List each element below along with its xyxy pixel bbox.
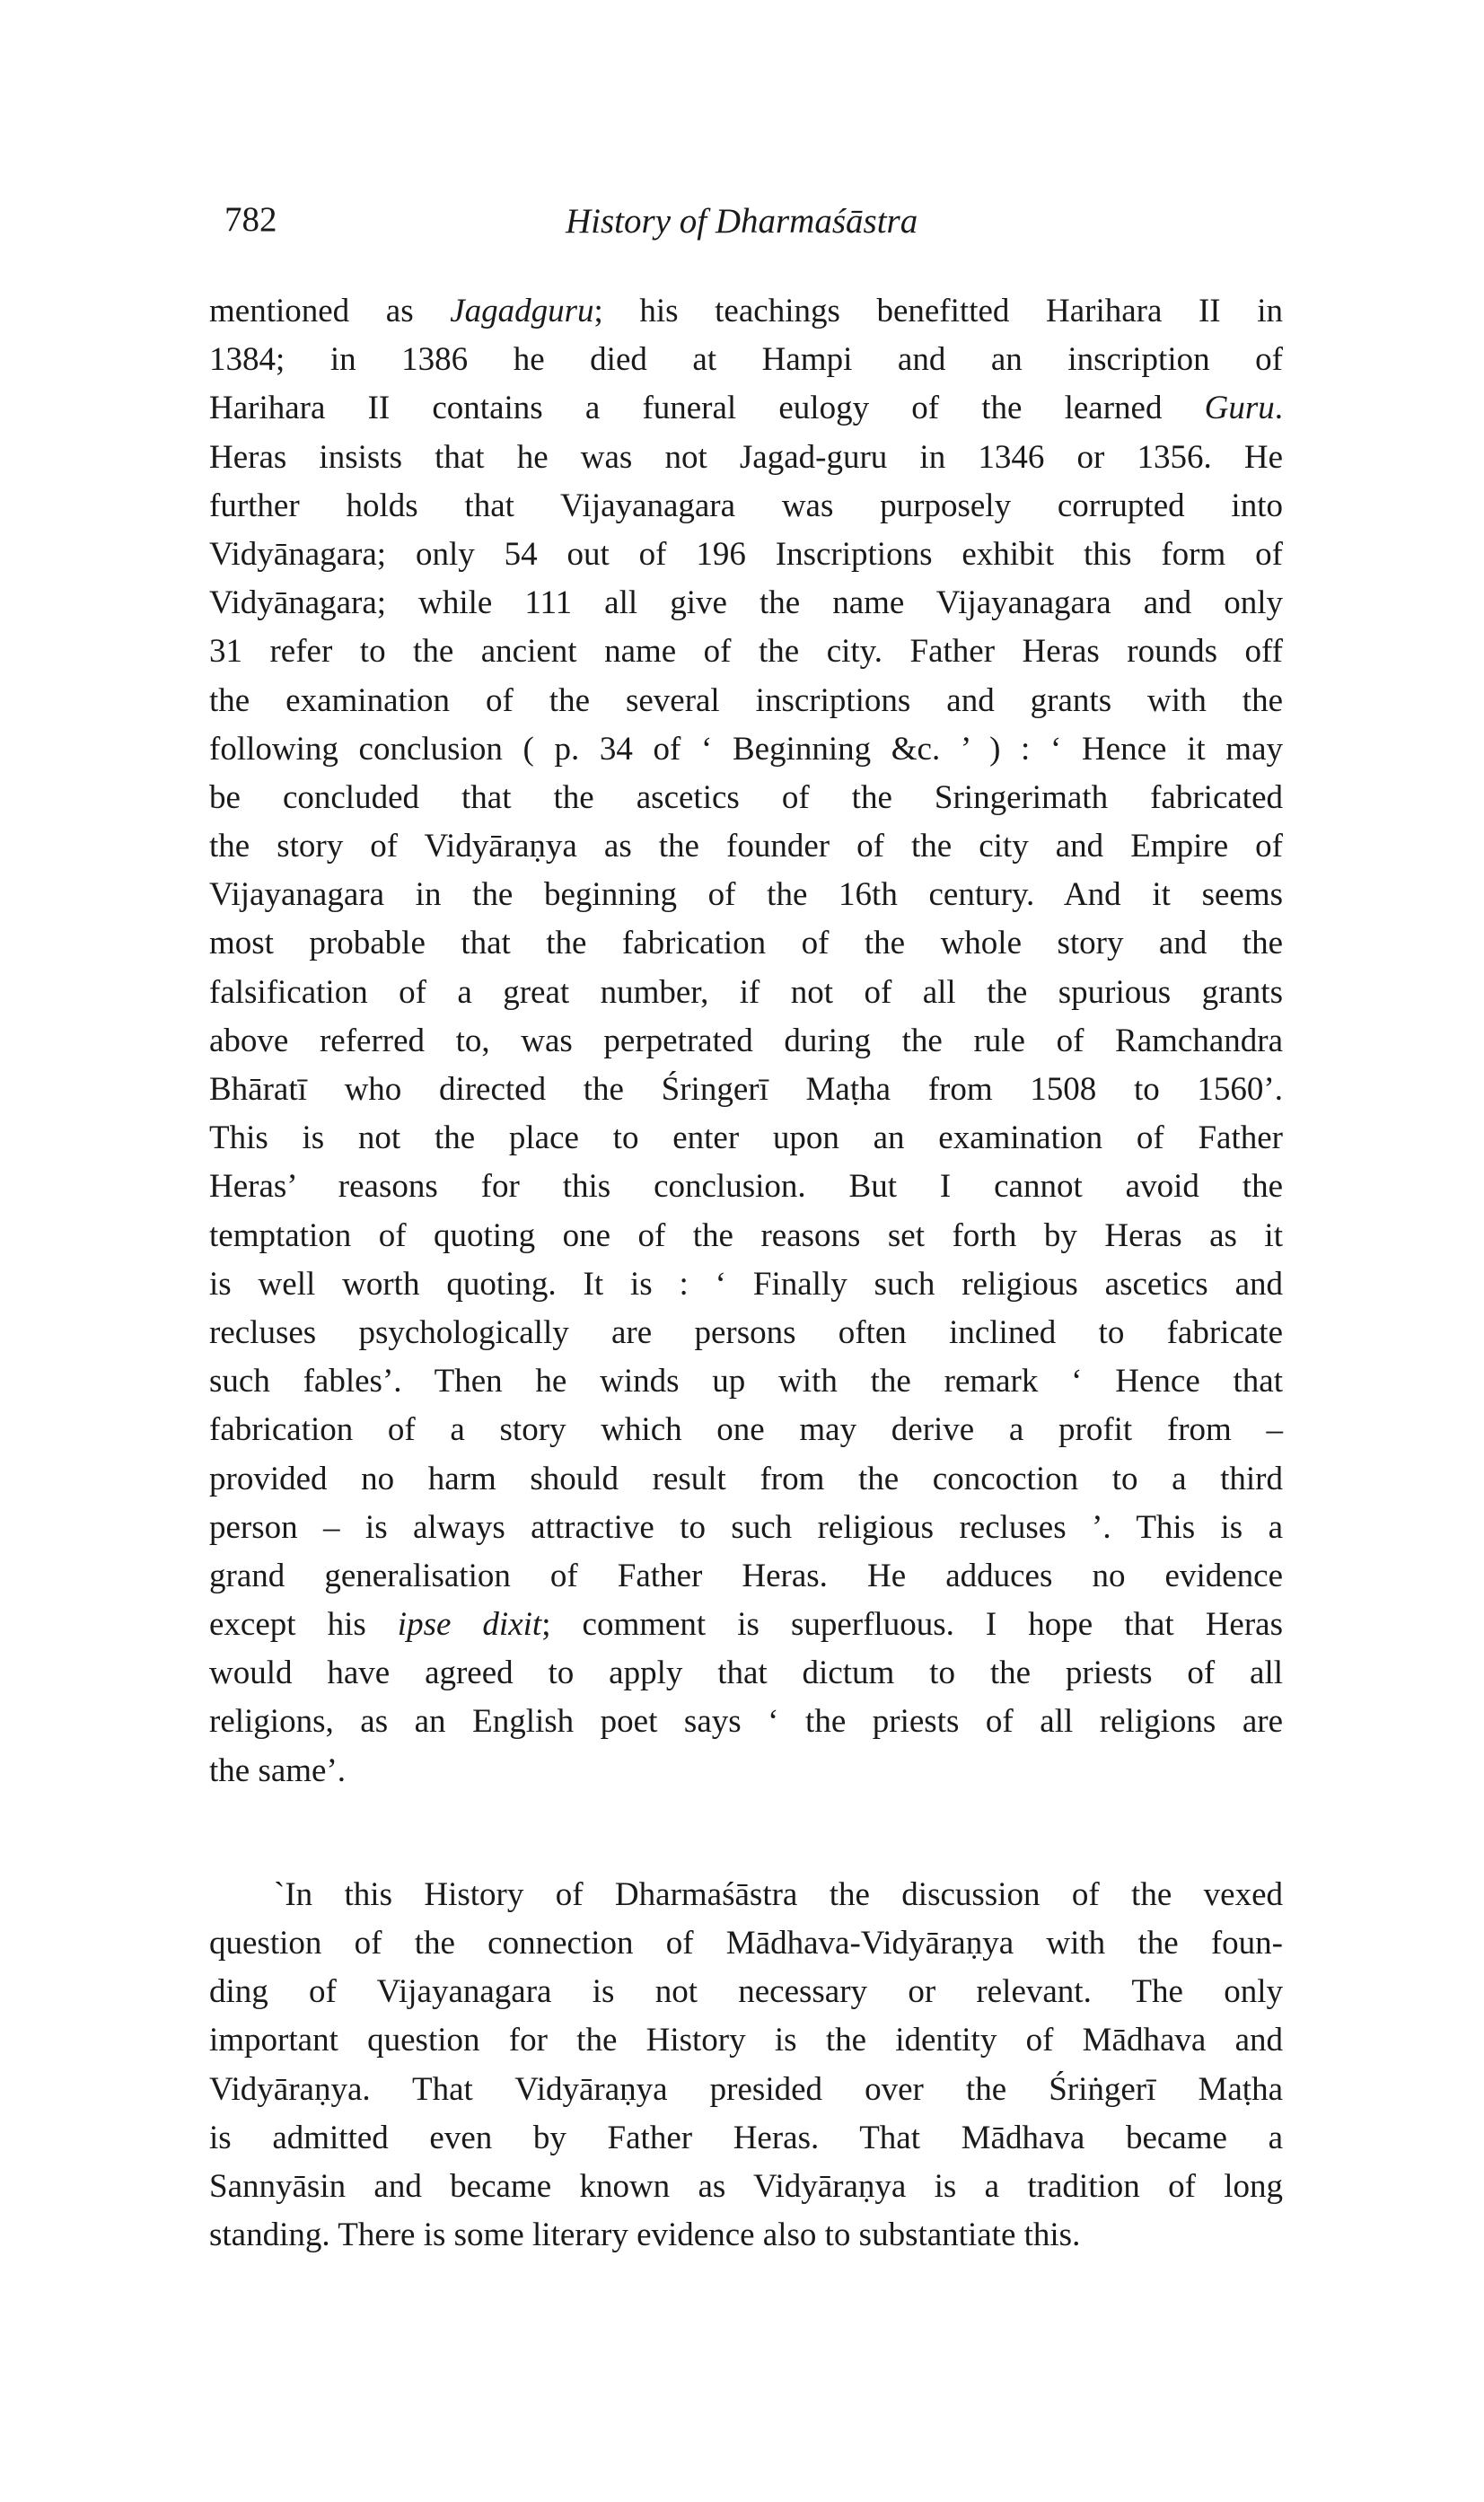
- text-line: recluses psychologically are persons often inclined to fabricate: [209, 1313, 1283, 1351]
- text-line: is admitted even by Father Heras. That Mādhava became a: [209, 2119, 1283, 2156]
- body-text: [209, 287, 1283, 2260]
- page-header: [224, 199, 1284, 253]
- text-line: person – is always attractive to such religious recluses ’. This is a: [209, 1508, 1283, 1546]
- text-line: further holds that Vijayanagara was purposely corrupted into: [209, 487, 1283, 524]
- text-line: such fables’. Then he winds up with the remark ‘ Hence that: [209, 1363, 1283, 1400]
- paragraph-1: [209, 287, 1283, 1795]
- text-line: important question for the History is the identity of Mādhava and: [209, 2022, 1283, 2059]
- text-line: Harihara II contains a funeral eulogy of the learned Guru.: [209, 390, 1283, 427]
- text-line: Vijayanagara in the beginning of the 16th century. And it seems: [209, 876, 1283, 914]
- running-title: History of Dharmaśāstra: [566, 202, 918, 241]
- page-number: 782: [224, 200, 277, 239]
- text-line: mentioned as Jagadguru; his teachings benefitted Harihara II in: [209, 293, 1283, 329]
- text-line: standing. There is some literary evidence also to substantiate this.: [209, 2217, 1081, 2254]
- text-line: would have agreed to apply that dictum to the priests of all: [209, 1655, 1283, 1692]
- text-line: religions, as an English poet says ‘ the priests of all religions are: [209, 1703, 1283, 1741]
- text-line: following conclusion ( p. 34 of ‘ Beginning &c. ’ ) : ‘ Hence it may: [209, 730, 1283, 768]
- text-line: is well worth quoting. It is : ‘ Finally such religious ascetics and: [209, 1265, 1283, 1303]
- text-line: Heras insists that he was not Jagad-guru in 1346 or 1356. He: [209, 438, 1283, 476]
- text-line: 31 refer to the ancient name of the city. Father Heras rounds off: [209, 633, 1283, 671]
- text-line: Bhāratī who directed the Śringerī Maṭha from 1508 to 1560’.: [209, 1071, 1283, 1108]
- text-line: question of the connection of Mādhava-Vidyāraṇya with the foun-: [209, 1925, 1283, 1962]
- text-line: `In this History of Dharmaśāstra the discussion of the vexed: [274, 1875, 1283, 1913]
- text-line: Vidyānagara; only 54 out of 196 Inscriptions exhibit this form of: [209, 535, 1283, 573]
- text-line: the story of Vidyāraṇya as the founder of the city and Empire of: [209, 828, 1283, 865]
- text-line: falsification of a great number, if not of all the spurious grants: [209, 973, 1283, 1011]
- text-line: fabrication of a story which one may derive a profit from –: [209, 1411, 1283, 1449]
- text-line: Vidyānagara; while 111 all give the name Vijayanagara and only: [209, 584, 1283, 622]
- text-line: the examination of the several inscriptions and grants with the: [209, 681, 1283, 719]
- text-line: 1384; in 1386 he died at Hampi and an inscription of: [209, 341, 1283, 379]
- paragraph-gap: [209, 1795, 1283, 1871]
- text-line: grand generalisation of Father Heras. He adduces no evidence: [209, 1557, 1283, 1594]
- text-line: ding of Vijayanagara is not necessary or relevant. The only: [209, 1973, 1283, 2011]
- text-line: provided no harm should result from the concoction to a third: [209, 1460, 1283, 1497]
- text-line: Sannyāsin and became known as Vidyāraṇya is a tradition of long: [209, 2167, 1283, 2205]
- text-line: temptation of quoting one of the reasons set forth by Heras as it: [209, 1216, 1283, 1254]
- text-line: Vidyāraṇya. That Vidyāraṇya presided over the Śriṅgerī Maṭha: [209, 2070, 1283, 2108]
- text-line: Heras’ reasons for this conclusion. But I cannot avoid the: [209, 1168, 1283, 1206]
- text-line: most probable that the fabrication of the whole story and the: [209, 925, 1283, 962]
- paragraph-2: [209, 1871, 1283, 2261]
- text-line: above referred to, was perpetrated during the rule of Ramchandra: [209, 1022, 1283, 1059]
- text-line: the same’.: [209, 1751, 347, 1789]
- text-line: except his ipse dixit; comment is superfluous. I hope that Heras: [209, 1606, 1283, 1644]
- text-line: This is not the place to enter upon an examination of Father: [209, 1119, 1283, 1157]
- text-line: be concluded that the ascetics of the Sringerimath fabricated: [209, 778, 1283, 816]
